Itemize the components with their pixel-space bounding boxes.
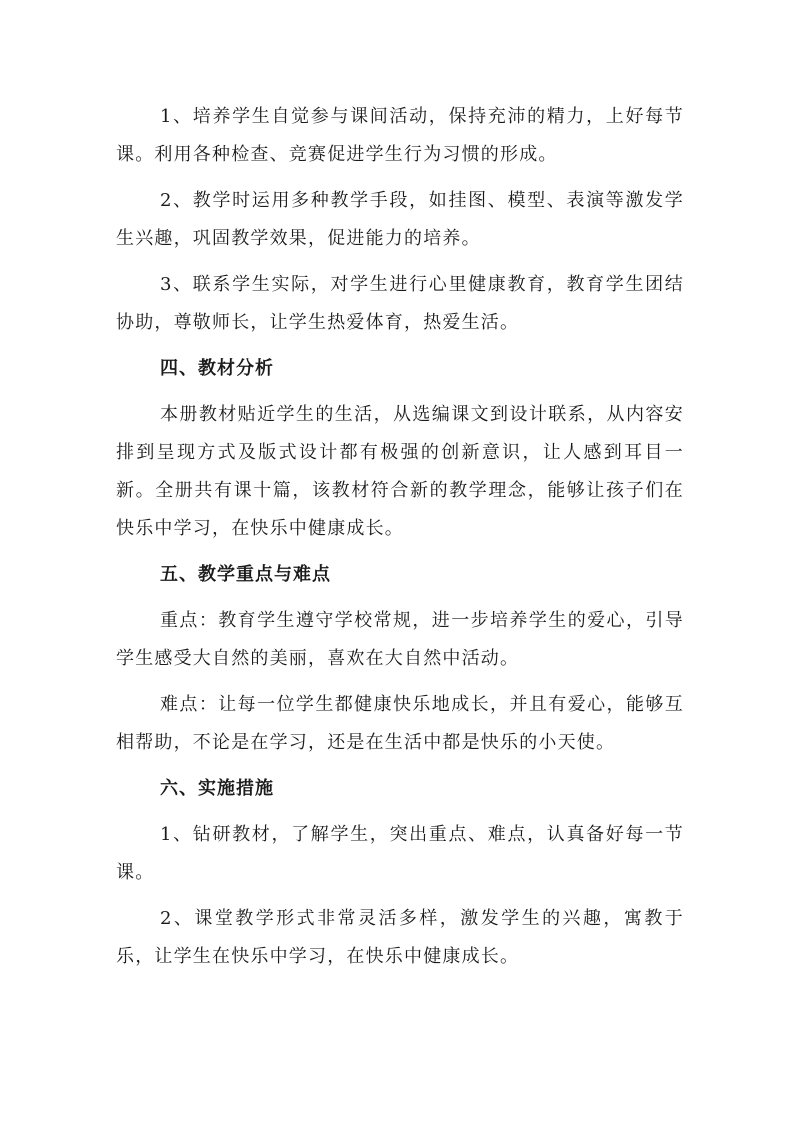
paragraph-materials: 本册教材贴近学生的生活，从选编课文到设计联系，从内容安排到呈现方式及版式设计都有极强的创新意识，让人感到耳目一新。全册共有课十篇，该教材符合新的教学理念，能够让孩子们在快乐中学习，在快乐中健康成长。	[116, 404, 684, 539]
section-heading-materials: 四、教材分析	[160, 358, 274, 379]
section-heading-key-points: 五、教学重点与难点	[160, 564, 331, 585]
paragraph-1: 1、培养学生自觉参与课间活动，保持充沛的精力，上好每节课。利用各种检查、竞赛促进学生行为习惯的形成。	[116, 106, 684, 165]
paragraph-measure-2: 2、课堂教学形式非常灵活多样，激发学生的兴趣，寓教于乐，让学生在快乐中学习，在快乐中健康成长。	[116, 908, 684, 967]
paragraph-difficulties: 难点：让每一位学生都健康快乐地成长，并且有爱心，能够互相帮助，不论是在学习，还是在生活中都是快乐的小天使。	[116, 694, 684, 753]
document-body	[116, 98, 684, 976]
paragraph-measure-1: 1、钻研教材，了解学生，突出重点、难点，认真备好每一节课。	[116, 824, 684, 883]
paragraph-2: 2、教学时运用多种教学手段，如挂图、模型、表演等激发学生兴趣，巩固教学效果，促进能力的培养。	[116, 190, 684, 249]
paragraph-3: 3、联系学生实际，对学生进行心里健康教育，教育学生团结协助，尊敬师长，让学生热爱体育，热爱生活。	[116, 274, 684, 333]
section-heading-measures: 六、实施措施	[160, 778, 274, 799]
paragraph-key-points: 重点：教育学生遵守学校常规，进一步培养学生的爱心，引导学生感受大自然的美丽，喜欢在大自然中活动。	[116, 610, 684, 669]
